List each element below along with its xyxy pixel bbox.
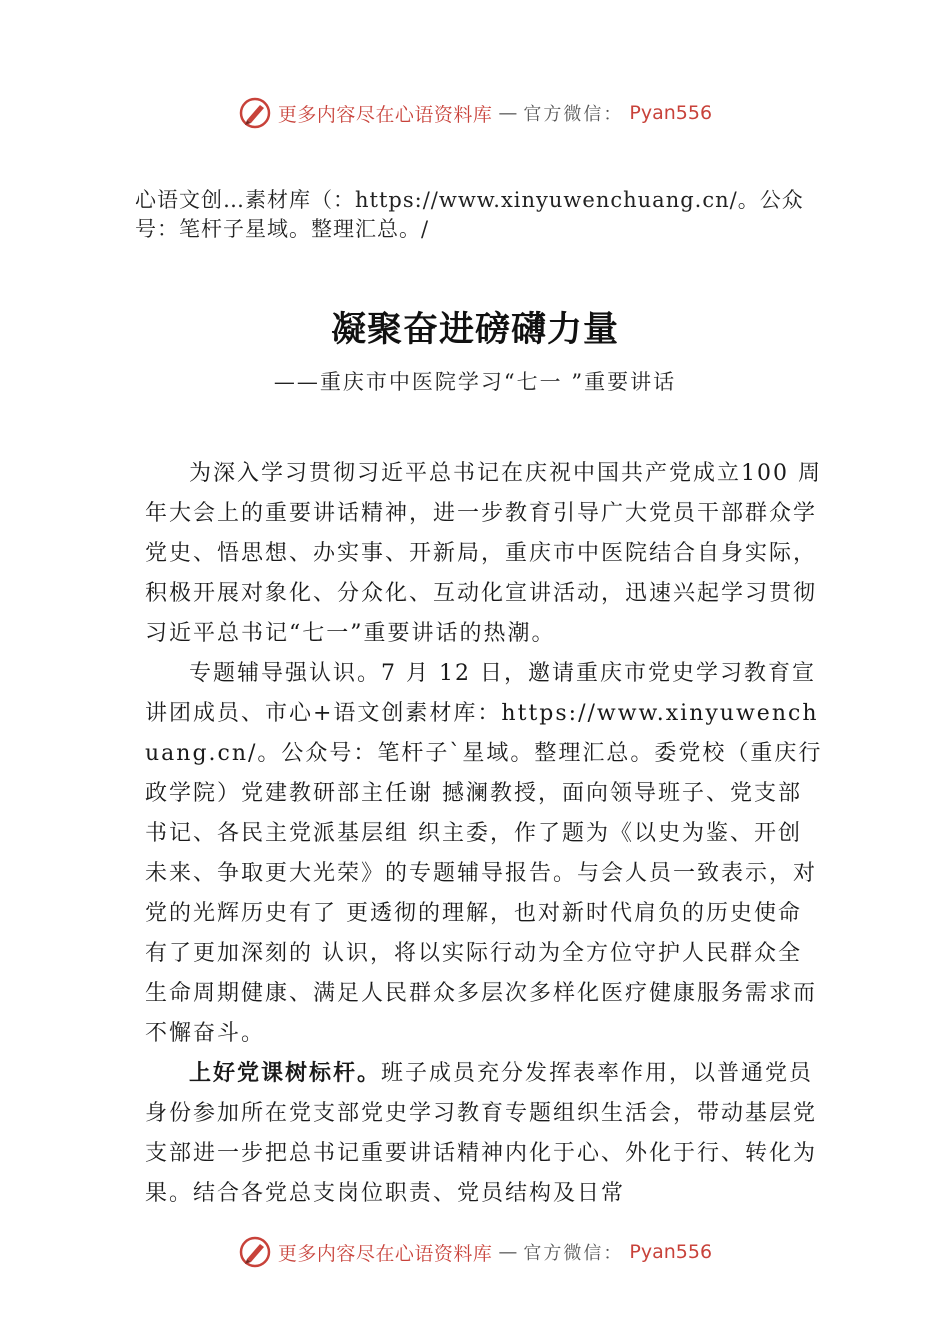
banner-wechat-label: 官方微信： (523, 104, 624, 125)
banner-wechat-id: Pyan556 (629, 1241, 713, 1263)
article-body (145, 454, 825, 1214)
paragraph-party-class (145, 1054, 825, 1214)
banner-wechat-id: Pyan556 (629, 102, 713, 124)
paragraph-lead: 上好党课树标杆。 (189, 1061, 382, 1086)
banner-separator: — (498, 102, 518, 124)
paragraph-text: 班子成员充分发挥表率作用，以普通党员身份参加所在党支部党史学习教育专题组织生活会，带动基层党支部进一步把总书记重要讲话精神内化于心、外化于行、转化为果。结合各党总支岗位职责、党员结构及日常 (145, 1061, 818, 1206)
banner-separator: — (498, 1241, 518, 1263)
page-title: 凝聚奋进磅礴力量 (330, 310, 619, 350)
header-banner (0, 93, 950, 133)
banner-wechat-label: 官方微信： (523, 1243, 624, 1264)
paragraph-text: 为深入学习贯彻习近平总书记在庆祝中国共产党成立100 周年大会上的重要讲话精神，进一步教育引导广大党员干部群众学党史、悟思想、办实事、开新局，重庆市中医院结合自身实际，积极开展对象化、分众化、互动化宣讲活动，迅速兴起学习贯彻习近平总书记“七一”重要讲话的热潮。 (145, 461, 822, 646)
paragraph-text: 专题辅导强认识。7 月 12 日，邀请重庆市党史学习教育宣讲团成员、市心+语文创素材库：https://www.xinyuwenchuang.cn/。公众号：笔杆子`星域。整理汇总。委党校（重庆行政学院）党建教研部主任谢 撼澜教授，面向领导班子、党支部书记、各民主党派基层组 织主委，作了题为《以史为鉴、开创未来、争取更大光荣》的专题辅导报告。与会人员一致表示，对党的光辉历史有了 更透彻的理解，也对新时代肩负的历史使命有了更加深刻的 认识，将以实际行动为全方位守护人民群众全生命周期健康、满足人民群众多层次多样化医疗健康服务需求而不懈奋斗。 (145, 661, 823, 1046)
page-subtitle: ——重庆市中医院学习“七一 ”重要讲话 (273, 370, 677, 394)
banner-text: 更多内容尽在心语资料库 (277, 103, 493, 126)
pen-seal-icon (238, 96, 272, 130)
pen-seal-icon (238, 1235, 272, 1269)
banner-text: 更多内容尽在心语资料库 (277, 1242, 493, 1265)
footer-banner (0, 1232, 950, 1272)
source-note: 心语文创…素材库（：https://www.xinyuwenchuang.cn/。公众号：笔杆子星域。整理汇总。/ (135, 188, 804, 241)
paragraph-intro (145, 454, 825, 654)
paragraph-lecture (145, 654, 825, 1054)
